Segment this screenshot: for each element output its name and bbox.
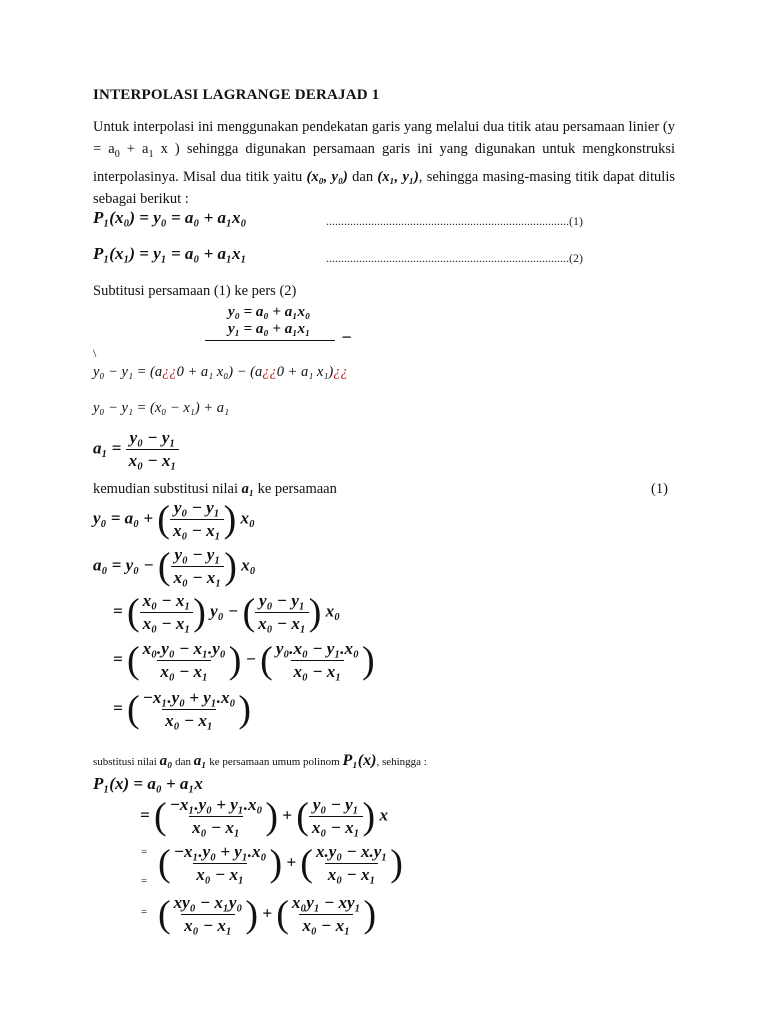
- equation-2: P₁(x₁) = y₁ = a₀ + a₁x₁: [93, 244, 247, 263]
- diff-part-a: y₀ − y₁ = (a: [93, 364, 163, 380]
- a0-tail: x₀: [241, 555, 256, 575]
- step1-equals: =: [113, 601, 123, 621]
- a0-lhs: a₀ = y₀ −: [93, 555, 154, 575]
- stack-line-1: y₀ = a₀ + a₁x₀: [228, 304, 311, 320]
- step1-fraction-2: [255, 591, 309, 634]
- pstep1-num-1: −x₁.y₀ + y₁.x₀: [169, 795, 263, 814]
- subs-text-4: , sehingga :: [376, 756, 427, 768]
- step1-fraction-1: [140, 591, 194, 634]
- diff-part-d: ¿¿: [262, 364, 277, 380]
- y0-equation: y₀ = a₀ + ( $\frac{\text{y₀ − y₁}}{\text{x₀ − x₁}}$ ) x₀: [93, 498, 255, 541]
- step1-num-2: y₀ − y₁: [259, 591, 305, 610]
- step1-tail: x₀: [325, 601, 341, 621]
- y0-fraction: [170, 498, 224, 541]
- point-0: (x₀, y₀): [306, 168, 348, 185]
- intro-paragraph: Untuk interpolasi ini menggunakan pendekatan garis yang melalui dua titik atau persamaan linier ($y = a_0 + a_1$ x ) sehingga digunakan persamaan garis ini yang digunakan untuk mengkonstruksi interpolasinya. Misal dua titik yaitu (x₀, y₀) dan (x₁, y₁), sehingga masing-masing titik dapat ditulis sebagai berikut :: [93, 119, 675, 207]
- step3-equals: =: [113, 698, 123, 718]
- y0-numerator: y₀ − y₁: [173, 498, 220, 517]
- step2-minus: −: [245, 649, 256, 669]
- difference-line-2: y₀ − y₁ = (x₀ − x₁) + a₁: [93, 400, 229, 416]
- kemudian-text-2: ke persamaan: [253, 481, 337, 497]
- diff-part-e: 0 + a₁ x₁): [276, 364, 334, 380]
- pstep2-equals-top: =: [141, 846, 148, 858]
- stack-minus: −: [341, 327, 352, 347]
- intro-dan: dan: [347, 168, 378, 185]
- kemudian-text-1: kemudian substitusi nilai: [93, 481, 242, 497]
- step2-den-2: x₀ − x₁: [291, 660, 345, 682]
- pstep1-plus: +: [282, 805, 292, 825]
- pstep3-plus: +: [262, 903, 272, 923]
- diff-part-c: 0 + a₁ x₀) − (a: [176, 364, 263, 380]
- pstep3-equals: =: [141, 906, 148, 918]
- equation-2-number: .................................................................................(2): [326, 251, 583, 265]
- pstep2-fraction-2: [313, 842, 390, 885]
- equation-1-number: .................................................................................(1): [326, 214, 583, 228]
- substitution-text: Subtitusi persamaan (1) ke pers (2): [93, 283, 297, 299]
- stack-rule: [205, 340, 335, 341]
- a0-step-1: = ( $\frac{\text{x₀ − x₁}}{\text{x₀ − x₁}}$ ) y₀ − ( $\frac{\text{y₀ − y₁}}{\text{x₀ − x₁}}$ ) x₀: [113, 591, 341, 634]
- pstep3-num-1: xy₀ − x₁y₀: [173, 893, 243, 912]
- y0-lhs: y₀ = a₀ +: [93, 508, 154, 528]
- kemudian-a1: a₁: [241, 481, 254, 497]
- step1-num-1: x₀ − x₁: [142, 591, 191, 610]
- equation-1: P₁(x₀) = y₀ = a₀ + a₁x₀: [93, 208, 247, 227]
- intro-text-2: + a: [119, 141, 149, 157]
- a0-step-2: = ( $\frac{\text{x₀.y₀ − x₁.y₀}}{\text{x₀ − x₁}}$ ) − ( $\frac{\text{y₀.x₀ − y₁.x₀}}{\text{x₀ − x₁}}$ ): [113, 639, 375, 682]
- page-title: INTERPOLASI LAGRANGE DERAJAD 1: [93, 87, 380, 103]
- p1-equation: P₁(x) = a₀ + a₁x: [93, 774, 203, 793]
- diff-part-b: ¿¿: [162, 364, 177, 380]
- subs-a0: a₀: [159, 753, 173, 769]
- pstep3-den-1: x₀ − x₁: [181, 914, 235, 936]
- step3-num: −x₁.y₀ + y₁.x₀: [142, 688, 236, 707]
- subs-text-3: ke persamaan umum polinom: [206, 756, 343, 768]
- a0-equation: a₀ = y₀ − ( $\frac{\text{y₀ − y₁}}{\text{x₀ − x₁}}$ ) x₀: [93, 545, 256, 588]
- difference-line: [93, 364, 348, 381]
- step2-fraction-1: [140, 639, 229, 682]
- point-1: (x₁, y₁): [377, 168, 419, 185]
- step3-den: x₀ − x₁: [162, 709, 216, 731]
- a1-fraction: [126, 428, 180, 471]
- step3-fraction: [140, 688, 239, 731]
- a0-numerator: y₀ − y₁: [174, 545, 221, 564]
- p1-step-3: ( $\frac{\text{xy₀ − x₁y₀}}{\text{x₀ − x₁}}$ ) + ( $\frac{\text{x₀y₁ − xy₁}}{\text{x₀ − x₁}}$ ): [158, 893, 377, 936]
- pstep2-den-2: x₀ − x₁: [325, 863, 379, 885]
- pstep1-den-1: x₀ − x₁: [189, 816, 243, 838]
- step1-den-2: x₀ − x₁: [255, 612, 309, 634]
- pstep1-fraction-1: [167, 795, 266, 838]
- p1-step-1: = ( $\frac{\text{−x₁.y₀ + y₁.x₀}}{\text{x₀ − x₁}}$ ) + ( $\frac{\text{y₀ − y₁}}{\text{x₀ − x₁}}$ ) x: [140, 795, 388, 838]
- step2-equals: =: [113, 649, 123, 669]
- y0-denominator: x₀ − x₁: [170, 519, 224, 541]
- step2-den-1: x₀ − x₁: [157, 660, 211, 682]
- pstep1-tail: x: [379, 805, 388, 825]
- pstep3-fraction-1: [171, 893, 246, 936]
- kemudian-ref: (1): [651, 481, 668, 497]
- a0-denominator: x₀ − x₁: [171, 566, 225, 588]
- pstep2-num-1: −x₁.y₀ + y₁.x₀: [173, 842, 267, 861]
- stack-line-2: y₁ = a₀ + a₁x₁: [228, 321, 311, 337]
- substitution-line: [93, 752, 427, 770]
- a1-denominator: x₀ − x₁: [126, 449, 180, 471]
- subs-text-2: dan: [172, 756, 194, 768]
- step2-num-2: y₀.x₀ − y₁.x₀: [275, 639, 359, 658]
- subs-polynomial: P₁(x): [342, 752, 377, 769]
- pstep2-num-2: x.y₀ − x.y₁: [315, 842, 388, 861]
- pstep2-equals-bottom: =: [141, 875, 148, 887]
- intro-text-1: Untuk interpolasi ini menggunakan pendekatan garis yang melalui dua titik atau persamaan linier (y = a: [93, 119, 675, 157]
- a1-equation: [93, 428, 179, 471]
- p1-step-2: ( $\frac{\text{−x₁.y₀ + y₁.x₀}}{\text{x₀ − x₁}}$ ) + ( $\frac{\text{x.y₀ − x.y₁}}{\text{x₀ − x₁}}$ ): [158, 842, 403, 885]
- a1-numerator: y₀ − y₁: [129, 428, 176, 447]
- step1-mid: y₀ −: [210, 601, 239, 621]
- step1-den-1: x₀ − x₁: [140, 612, 194, 634]
- pstep1-den-2: x₀ − x₁: [309, 816, 363, 838]
- kemudian-text: [93, 481, 337, 498]
- a0-step-3: = ( $\frac{\text{−x₁.y₀ + y₁.x₀}}{\text{x₀ − x₁}}$ ): [113, 688, 252, 731]
- intro-text-3: x ) sehingga digunakan persamaan garis ini yang digunakan untuk mengkonstruksi interpolasinya. Misal dua titik yaitu: [93, 141, 675, 185]
- y0-tail: x₀: [240, 508, 255, 528]
- pstep2-den-1: x₀ − x₁: [193, 863, 247, 885]
- pstep2-fraction-1: [171, 842, 270, 885]
- subs-text-1: substitusi nilai: [93, 756, 160, 768]
- pstep1-equals: =: [140, 805, 150, 825]
- step2-num-1: x₀.y₀ − x₁.y₀: [142, 639, 226, 658]
- pstep3-num-2: x₀y₁ − xy₁: [291, 893, 361, 912]
- stray-backslash: \: [93, 346, 97, 360]
- intro-text-4: , sehingga masing-masing titik dapat ditulis sebagai berikut :: [93, 168, 675, 207]
- a1-lhs: a₁ =: [93, 438, 122, 458]
- pstep1-num-2: y₀ − y₁: [312, 795, 359, 814]
- diff-part-f: ¿¿: [333, 364, 348, 380]
- step2-fraction-2: [273, 639, 362, 682]
- pstep1-fraction-2: [309, 795, 363, 838]
- pstep3-fraction-2: [289, 893, 364, 936]
- a0-fraction: [171, 545, 225, 588]
- pstep3-den-2: x₀ − x₁: [299, 914, 353, 936]
- pstep2-plus: +: [286, 852, 297, 872]
- subs-a1: a₁: [193, 753, 207, 769]
